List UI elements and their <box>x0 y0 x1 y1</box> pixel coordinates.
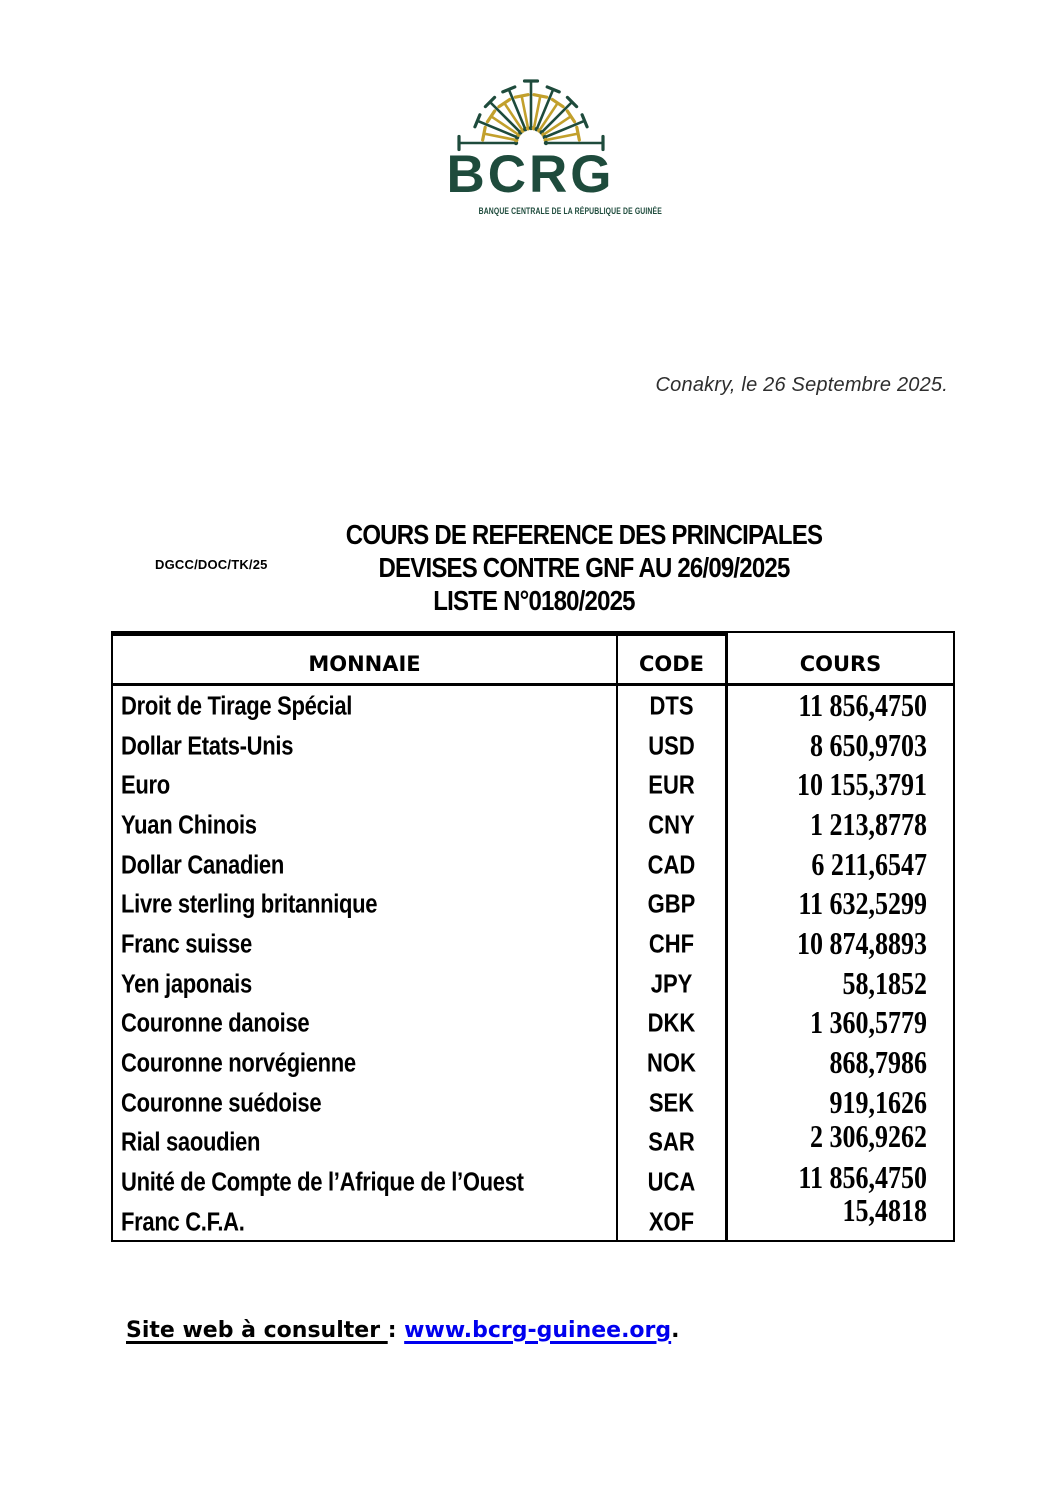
reference-code: DGCC/DOC/TK/25 <box>155 557 268 572</box>
footer-period: . <box>671 1318 680 1343</box>
currency-rate-cell <box>728 964 953 1004</box>
document-title <box>110 519 1058 618</box>
currency-rate: 11 856,4750 <box>798 1159 927 1196</box>
currency-rate-cell <box>728 765 953 805</box>
currency-rate: 11 632,5299 <box>798 885 927 922</box>
currency-rate: 8 650,9703 <box>810 727 927 763</box>
table-row <box>113 1159 953 1202</box>
table-body <box>113 686 953 1242</box>
title-line-2: DEVISES CONTRE GNF AU 26/09/2025 <box>378 552 790 585</box>
currency-code-cell <box>618 924 728 964</box>
table-row <box>113 1083 953 1123</box>
currency-name-cell <box>113 1043 618 1083</box>
table-row <box>113 924 953 964</box>
currency-name: Yen japonais <box>121 968 252 998</box>
dateline: Conakry, le 26 Septembre 2025. <box>655 374 948 396</box>
currency-code-cell <box>618 845 728 885</box>
bcrg-logo <box>443 70 662 219</box>
currency-name: Couronne danoise <box>121 1008 310 1038</box>
currency-name-cell <box>113 1004 618 1044</box>
currency-code: CNY <box>648 809 695 840</box>
table-row <box>113 805 953 845</box>
currency-code: GBP <box>647 888 696 919</box>
currency-code-cell <box>618 884 728 924</box>
table-row <box>113 1192 953 1242</box>
currency-rate-cell <box>728 726 953 766</box>
table-row <box>113 884 953 924</box>
logo-fan-icon <box>451 70 611 152</box>
header-code: CODE <box>618 633 728 683</box>
currency-code: NOK <box>647 1047 696 1078</box>
currency-name: Rial saoudien <box>121 1127 261 1157</box>
currency-code: CHF <box>648 928 695 959</box>
currency-rate: 10 874,8893 <box>797 925 927 962</box>
currency-name: Livre sterling britannique <box>121 888 378 919</box>
currency-name-cell <box>113 1083 618 1123</box>
footer <box>126 1318 680 1343</box>
currency-rate: 58,1852 <box>842 965 927 1001</box>
footer-separator: : <box>387 1318 405 1343</box>
currency-rate-cell <box>728 805 953 845</box>
currency-rate: 15,4818 <box>842 1192 927 1228</box>
currency-rate: 6 211,6547 <box>811 846 927 882</box>
header-monnaie: MONNAIE <box>113 633 618 683</box>
currency-rate: 11 856,4750 <box>798 687 927 723</box>
currency-rate-cell <box>728 845 953 885</box>
currency-code: DTS <box>649 690 694 721</box>
table-row <box>113 1004 953 1044</box>
table-header-row <box>113 633 953 686</box>
exchange-rates-table <box>111 631 955 1242</box>
currency-rate-cell <box>728 1119 953 1163</box>
currency-code-cell <box>618 1123 728 1163</box>
currency-rate-cell <box>728 686 953 726</box>
currency-name-cell <box>113 686 618 726</box>
currency-rate: 1 360,5779 <box>810 1005 927 1041</box>
currency-code: DKK <box>647 1008 696 1038</box>
currency-code: SAR <box>648 1127 695 1157</box>
currency-code-cell <box>618 1004 728 1044</box>
currency-rate: 919,1626 <box>829 1084 927 1120</box>
currency-rate: 2 306,9262 <box>810 1119 927 1155</box>
currency-rate-cell <box>728 884 953 924</box>
table-row <box>113 1119 953 1163</box>
table-row <box>113 726 953 766</box>
currency-code-cell <box>618 964 728 1004</box>
currency-name-cell <box>113 884 618 924</box>
currency-rate-cell <box>728 1083 953 1123</box>
currency-code-cell <box>618 686 728 726</box>
website-label: Site web à consulter <box>126 1318 388 1343</box>
title-line-3: LISTE N°0180/2025 <box>433 585 635 618</box>
currency-name: Dollar Canadien <box>121 849 284 879</box>
currency-name: Yuan Chinois <box>121 809 257 840</box>
currency-code: SEK <box>648 1087 695 1117</box>
logo-acronym: BCRG <box>446 145 615 204</box>
currency-rate-cell <box>728 924 953 964</box>
header-cours: COURS <box>799 652 882 676</box>
table-row <box>113 964 953 1004</box>
table-row <box>113 686 953 726</box>
currency-code: UCA <box>647 1166 696 1197</box>
currency-code-cell <box>618 1202 728 1242</box>
website-link[interactable]: www.bcrg-guinee.org <box>404 1318 672 1343</box>
currency-code: JPY <box>650 968 693 998</box>
currency-code-cell <box>618 765 728 805</box>
table-row <box>113 765 953 805</box>
currency-rate-cell <box>728 1004 953 1044</box>
currency-rate-cell <box>728 1043 953 1083</box>
currency-code: EUR <box>648 769 695 800</box>
currency-rate: 868,7986 <box>829 1044 927 1081</box>
currency-name-cell <box>113 1123 618 1163</box>
currency-name: Unité de Compte de l’Afrique de l’Ouest <box>121 1166 524 1197</box>
currency-code-cell <box>618 1083 728 1123</box>
currency-name-cell <box>113 1162 618 1202</box>
currency-name-cell <box>113 845 618 885</box>
table-row <box>113 845 953 885</box>
currency-name-cell <box>113 805 618 845</box>
currency-name: Dollar Etats-Unis <box>121 730 294 760</box>
currency-code-cell <box>618 805 728 845</box>
currency-rate: 1 213,8778 <box>810 806 927 842</box>
currency-code: CAD <box>647 849 696 879</box>
currency-code: XOF <box>648 1206 695 1236</box>
currency-code-cell <box>618 1043 728 1083</box>
currency-rate-cell <box>728 1192 953 1242</box>
currency-name-cell <box>113 924 618 964</box>
currency-name-cell <box>113 1202 618 1242</box>
table-row <box>113 1043 953 1083</box>
logo-tagline: BANQUE CENTRALE DE LA RÉPUBLIQUE DE GUINÉE <box>478 206 662 217</box>
currency-name: Couronne suédoise <box>121 1087 322 1117</box>
title-line-1: COURS DE REFERENCE DES PRINCIPALES <box>345 519 823 552</box>
currency-name: Euro <box>121 769 170 800</box>
currency-code-cell <box>618 726 728 766</box>
currency-name-cell <box>113 964 618 1004</box>
currency-name: Couronne norvégienne <box>121 1047 356 1078</box>
currency-name-cell <box>113 726 618 766</box>
currency-rate: 10 155,3791 <box>797 766 927 803</box>
currency-name: Franc suisse <box>121 928 252 959</box>
currency-name: Droit de Tirage Spécial <box>121 690 353 721</box>
currency-name: Franc C.F.A. <box>121 1206 245 1236</box>
currency-code-cell <box>618 1162 728 1202</box>
currency-name-cell <box>113 765 618 805</box>
currency-code: USD <box>648 730 695 760</box>
